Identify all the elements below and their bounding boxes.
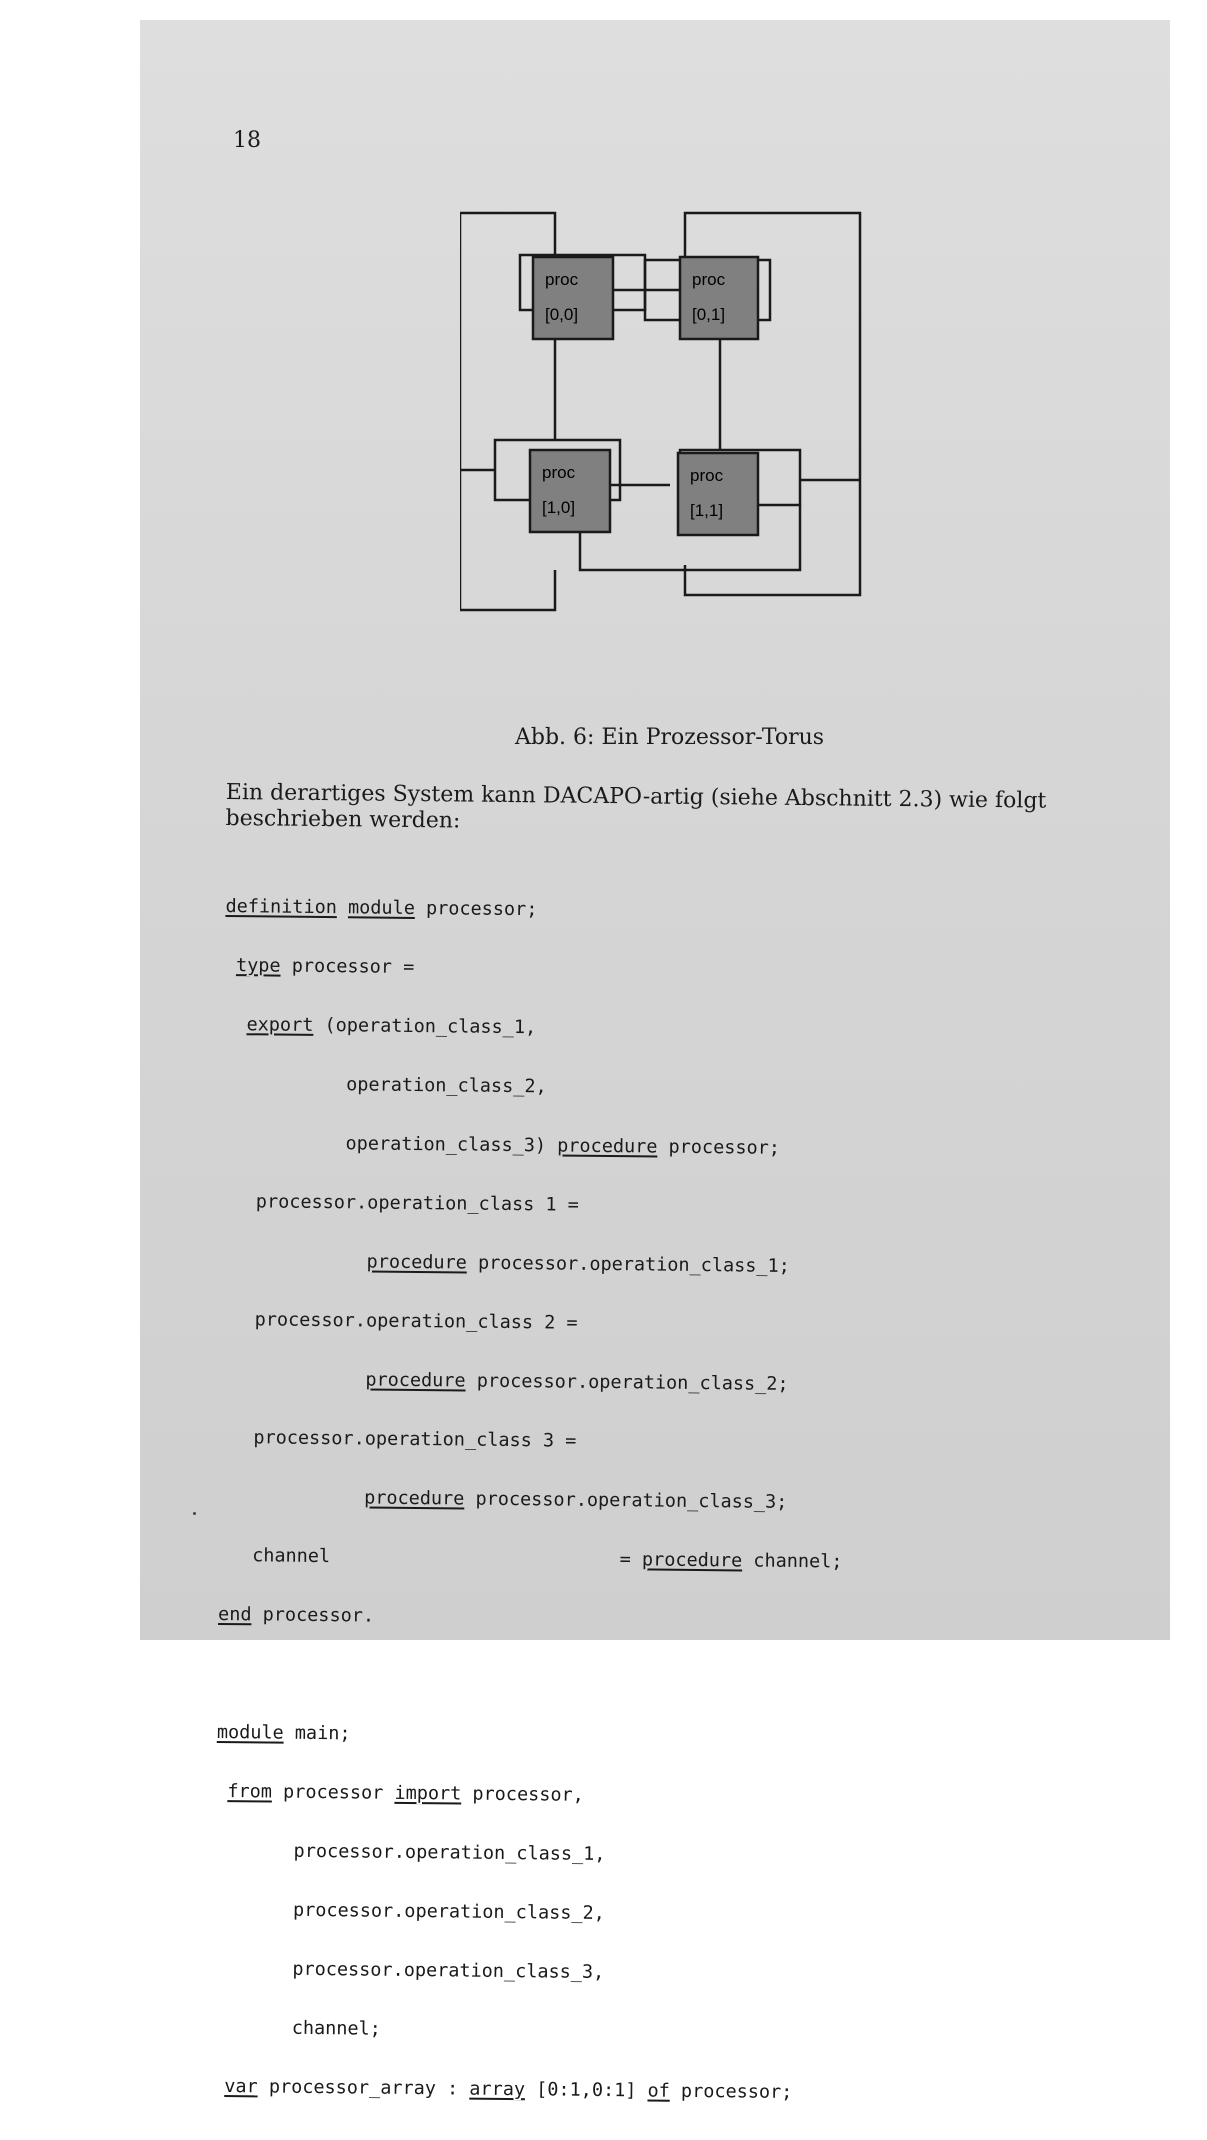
keyword-of: of [647,2079,670,2102]
code-text: channel; [291,2017,381,2040]
code-listing [213,862,1126,2140]
code-text: operation_class_3) [345,1132,558,1156]
keyword-definition: definition [225,895,338,918]
code-text: (operation_class_1, [313,1014,537,1038]
code-text: processor [271,1781,395,1804]
keyword-from: from [227,1780,273,1803]
code-line [218,1599,1118,1638]
code-text: processor, [461,1783,584,1806]
keyword-procedure: procedure [557,1134,658,1158]
code-text: processor.operation_class_1, [293,1840,606,1865]
keyword-export: export [246,1013,314,1036]
code-line [215,1835,1115,1874]
node-0-1 [680,257,758,339]
node-0-0-index: [0,0] [545,305,579,324]
code-line [217,1717,1117,1756]
code-line [224,1068,1124,1107]
code-line [220,1422,1120,1461]
keyword-var: var [224,2075,258,2097]
code-line [221,1304,1121,1343]
node-1-1-label: proc [690,466,724,485]
code-text: processor; [657,1136,781,1159]
code-text: processor = [280,955,415,978]
code-text: channel [252,1544,331,1567]
node-1-0-label: proc [542,463,576,482]
code-text: processor.operation_class_2, [292,1899,605,1924]
keyword-end: end [218,1603,252,1625]
code-line [217,1658,1117,1697]
code-line [219,1481,1119,1520]
keyword-procedure: procedure [364,1486,465,1510]
code-line [219,1540,1119,1579]
keyword-module: module [347,896,415,919]
page-number: 18 [233,128,261,153]
code-line [223,1127,1123,1166]
processor-torus-figure [460,195,880,639]
keyword-procedure: procedure [365,1368,466,1392]
code-line [216,1776,1116,1815]
code-text: main; [283,1722,351,1744]
code-text: processor.operation_class 2 = [254,1308,578,1334]
code-line [222,1245,1122,1284]
code-line [222,1186,1122,1225]
node-1-1 [678,453,758,535]
code-line [213,2071,1113,2110]
keyword-import: import [394,1782,462,1805]
code-text: processor; [414,897,538,920]
keyword-module: module [216,1721,284,1744]
node-1-0-index: [1,0] [542,498,576,517]
keyword-type: type [235,954,281,977]
code-line [224,1009,1124,1048]
node-0-0 [533,257,613,339]
torus-diagram [460,195,880,635]
code-line [220,1363,1120,1402]
node-0-0-label: proc [545,270,579,289]
code-line [225,950,1125,989]
code-text: processor.operation_class 3 = [253,1426,577,1452]
code-text: processor.operation_class_3, [292,1958,605,1983]
code-line [214,2012,1114,2051]
code-text: [0:1,0:1] [524,2078,648,2101]
code-text: channel; [742,1549,843,1572]
node-0-1-index: [0,1] [692,305,726,324]
figure-caption: Abb. 6: Ein Prozessor-Torus [515,725,825,750]
code-text: processor; [669,2080,793,2103]
scan-speck [193,1512,196,1515]
code-text: processor.operation_class_3; [464,1488,788,1513]
code-text: processor.operation_class_2; [465,1370,789,1395]
code-text: operation_class_2, [346,1073,547,1097]
node-0-1-label: proc [692,270,726,289]
code-text: processor. [251,1603,375,1627]
code-line [214,1953,1114,1992]
code-text: processor_array : [257,2075,470,2100]
code-text: processor.operation_class_1; [466,1252,790,1277]
code-text: = [619,1548,643,1570]
node-1-0 [530,450,610,532]
intro-paragraph: Ein derartiges System kann DACAPO-artig (siehe Abschnitt 2.3) wie folgt beschrieben werden: [225,780,1047,834]
keyword-procedure: procedure [366,1250,467,1274]
keyword-array: array [469,2078,526,2100]
node-1-1-index: [1,1] [690,501,724,520]
code-line [215,1894,1115,1933]
keyword-procedure: procedure [641,1548,743,1571]
code-line [225,891,1125,930]
code-text: processor.operation_class 1 = [255,1190,579,1216]
